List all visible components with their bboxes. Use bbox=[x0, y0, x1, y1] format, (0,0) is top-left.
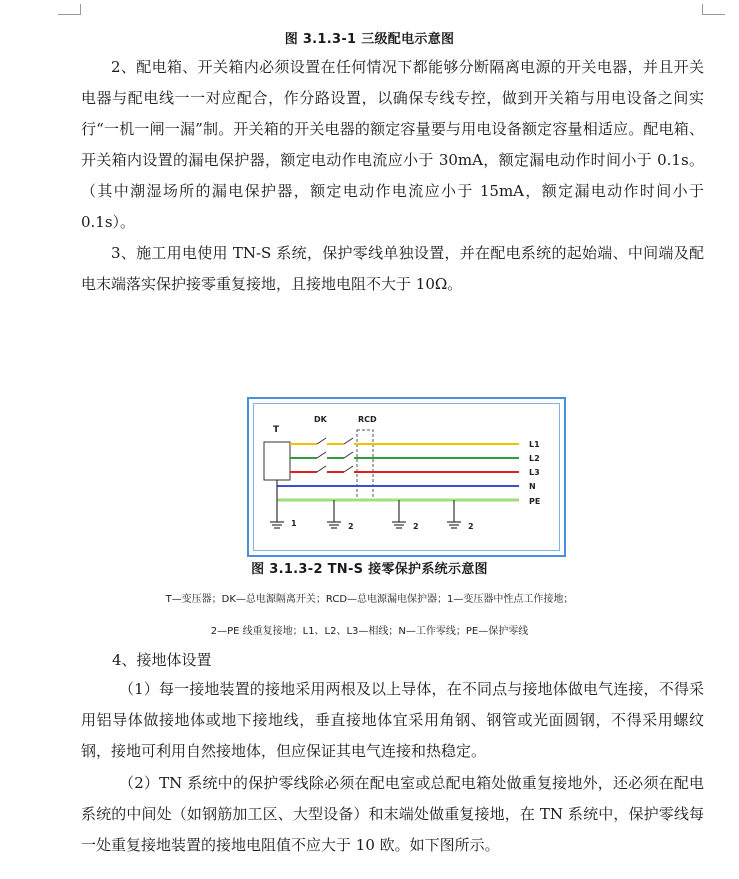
switch-L3-rcd bbox=[344, 466, 353, 472]
label-L2: L2 bbox=[529, 454, 540, 463]
label-DK: DK bbox=[314, 415, 327, 424]
switch-L3-dk bbox=[317, 466, 326, 472]
legend-line-1: T—变压器；DK—总电源隔离开关；RCD—总电源漏电保护器；1—变压器中性点工作接地； bbox=[165, 594, 574, 605]
legend-line-2: 2—PE 线重复接地；L1、L2、L3—相线；N—工作零线；PE—保护零线 bbox=[210, 626, 529, 637]
label-N: N bbox=[529, 482, 536, 491]
paragraph-3: 3、施工用电使用 TN-S 系统，保护零线单独设置，并在配电系统的起始端、中间端及配电末端落实保护接零重复接地，且接地电阻不大于 10Ω。 bbox=[81, 244, 704, 293]
label-T: T bbox=[273, 425, 280, 435]
paragraph-2: 2、配电箱、开关箱内必须设置在任何情况下都能够分断隔离电源的开关电器，并且开关电器与配电线一一对应配合，作分路设置，以确保专线专控，做到开关箱与用电设备之间实行“一机一闸一漏”制。开关箱的开关电器的额定容量要与用电设备额定容量相适应。配电箱、开关箱内设置的漏电保护器，额定电动作电流应小于 30mA，额定漏电动作时间小于 0.1s。（其中潮湿场所的漏电保护器，额定电动作电流应小于 15mA，额定漏电动作时间小于 0.1s）。 bbox=[81, 58, 704, 231]
label-ground-2a: 2 bbox=[348, 522, 354, 531]
switch-L2-dk bbox=[317, 452, 326, 458]
rcd-box bbox=[357, 430, 373, 500]
page-corner-mark-left bbox=[58, 4, 81, 15]
heading-4: 4、接地体设置 bbox=[112, 651, 212, 669]
label-ground-1: 1 bbox=[291, 519, 297, 528]
label-ground-2c: 2 bbox=[468, 522, 474, 531]
tn-s-diagram-frame bbox=[247, 397, 566, 557]
switch-L1-rcd bbox=[344, 438, 353, 444]
label-L3: L3 bbox=[529, 468, 540, 477]
switch-L1-dk bbox=[317, 438, 326, 444]
paragraph-4-1: （1）每一接地装置的接地采用两根及以上导体，在不同点与接地体做电气连接，不得采用铝导体做接地体或地下接地线，垂直接地体宜采用角钢、钢管或光面圆钢，不得采用螺纹钢，接地可利用自然接地体，但应保证其电气连接和热稳定。 bbox=[81, 680, 704, 760]
label-L1: L1 bbox=[529, 440, 540, 449]
page-corner-mark-right bbox=[702, 4, 725, 15]
tn-s-diagram bbox=[254, 404, 557, 548]
paragraph-4-2: （2）TN 系统中的保护零线除必须在配电室或总配电箱处做重复接地外，还必须在配电系统的中间处（如钢筋加工区、大型设备）和末端处做重复接地，在 TN 系统中，保护零线每一处重复接地装置的接地电阻值不应大于 10 欧。如下图所示。 bbox=[81, 774, 704, 854]
figure-2-caption: 图 3.1.3-2 TN-S 接零保护系统示意图 bbox=[251, 562, 488, 577]
transformer-box bbox=[264, 442, 290, 480]
label-ground-2b: 2 bbox=[413, 522, 419, 531]
tn-s-diagram-inner-frame bbox=[253, 403, 560, 551]
label-PE: PE bbox=[529, 497, 541, 506]
switch-L2-rcd bbox=[344, 452, 353, 458]
label-RCD: RCD bbox=[358, 415, 377, 424]
figure-1-caption: 图 3.1.3-1 三级配电示意图 bbox=[284, 32, 455, 47]
